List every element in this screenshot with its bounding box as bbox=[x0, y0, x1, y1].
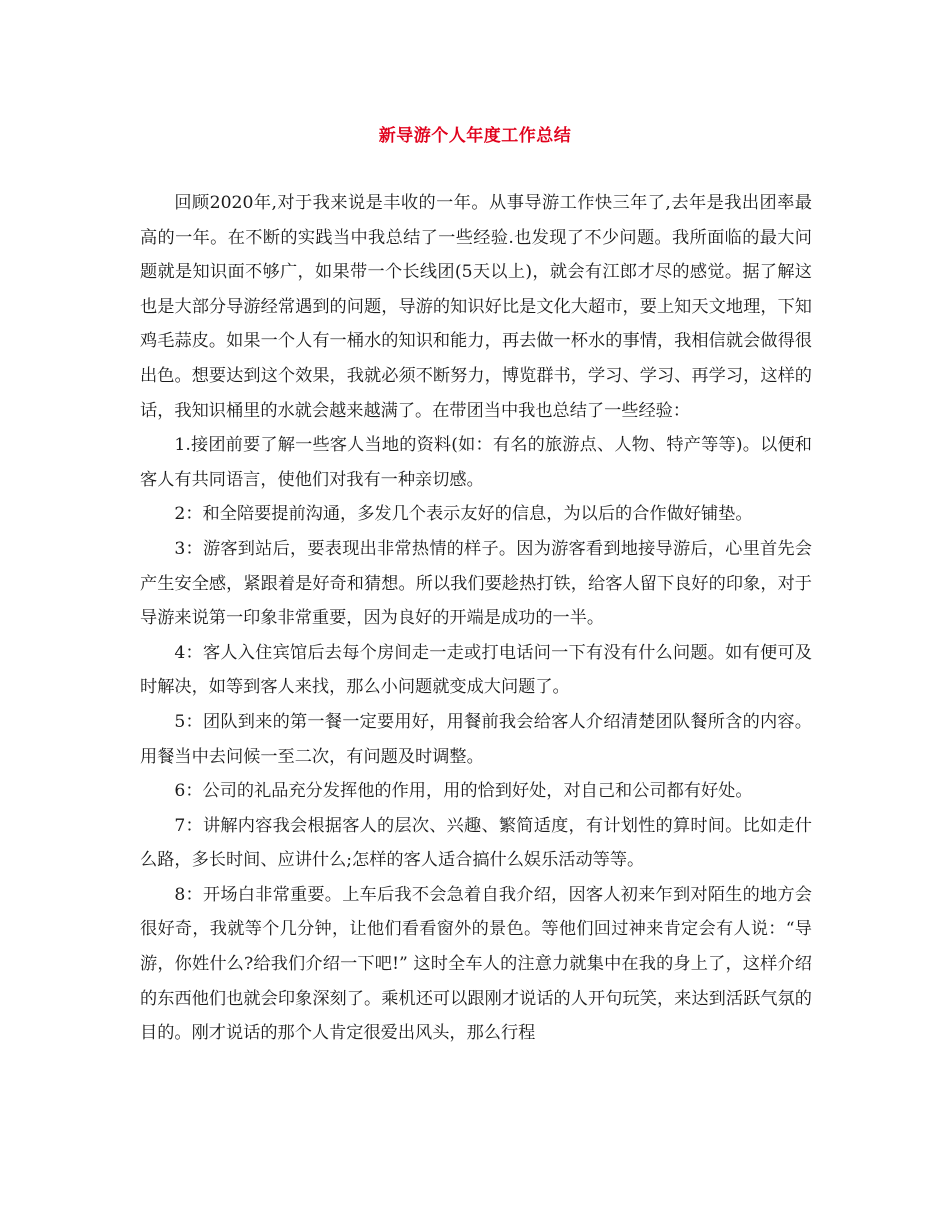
paragraph-item-5: 5：团队到来的第一餐一定要用好，用餐前我会给客人介绍清楚团队餐所含的内容。用餐当中去问候一至二次，有问题及时调整。 bbox=[140, 711, 812, 767]
document-title: 新导游个人年度工作总结 bbox=[378, 126, 572, 146]
paragraph-item-6: 6：公司的礼品充分发挥他的作用，用的恰到好处，对自己和公司都有好处。 bbox=[174, 781, 753, 802]
document-body bbox=[140, 186, 812, 1051]
paragraph-item-7: 7：讲解内容我会根据客人的层次、兴趣、繁简适度，有计划性的算时间。比如走什么路，多长时间、应讲什么;怎样的客人适合搞什么娱乐活动等等。 bbox=[140, 815, 812, 871]
paragraph-item-4: 4：客人入住宾馆后去每个房间走一走或打电话问一下有没有什么问题。如有便可及时解决，如等到客人来找，那么小问题就变成大问题了。 bbox=[140, 642, 812, 698]
paragraph-item-8: 8：开场白非常重要。上车后我不会急着自我介绍，因客人初来乍到对陌生的地方会很好奇，我就等个几分钟，让他们看看窗外的景色。等他们回过神来肯定会有人说：“导游，你姓什么?给我们介绍一下吧!” 这时全车人的注意力就集中在我的身上了，这样介绍的东西他们也就会印象深刻了。乘机还可以跟刚才说话的人开句玩笑，来达到活跃气氛的目的。刚才说话的那个人肯定很爱出风头，那么行程 bbox=[140, 884, 812, 1044]
paragraph-item-1: 1.接团前要了解一些客人当地的资料(如：有名的旅游点、人物、特产等等)。以便和客人有共同语言，使他们对我有一种亲切感。 bbox=[140, 435, 812, 490]
paragraph-item-2: 2：和全陪要提前沟通，多发几个表示友好的信息，为以后的合作做好铺垫。 bbox=[174, 504, 753, 525]
paragraph-intro: 回顾2020年,对于我来说是丰收的一年。从事导游工作快三年了,去年是我出团率最高的一年。在不断的实践当中我总结了一些经验.也发现了不少问题。我所面临的最大问题就是知识面不够广，如果带一个长线团(5天以上)，就会有江郎才尽的感觉。据了解这也是大部分导游经常遇到的问题，导游的知识好比是文化大超市，要上知天文地理，下知鸡毛蒜皮。如果一个人有一桶水的知识和能力，再去做一杯水的事情，我相信就会做得很出色。想要达到这个效果，我就必须不断努力，博览群书，学习、学习、再学习，这样的话，我知识桶里的水就会越来越满了。在带团当中我也总结了一些经验： bbox=[140, 193, 812, 421]
paragraph-item-3: 3：游客到站后，要表现出非常热情的样子。因为游客看到地接导游后，心里首先会产生安全感，紧跟着是好奇和猜想。所以我们要趁热打铁，给客人留下良好的印象，对于导游来说第一印象非常重要，因为良好的开端是成功的一半。 bbox=[140, 538, 812, 629]
